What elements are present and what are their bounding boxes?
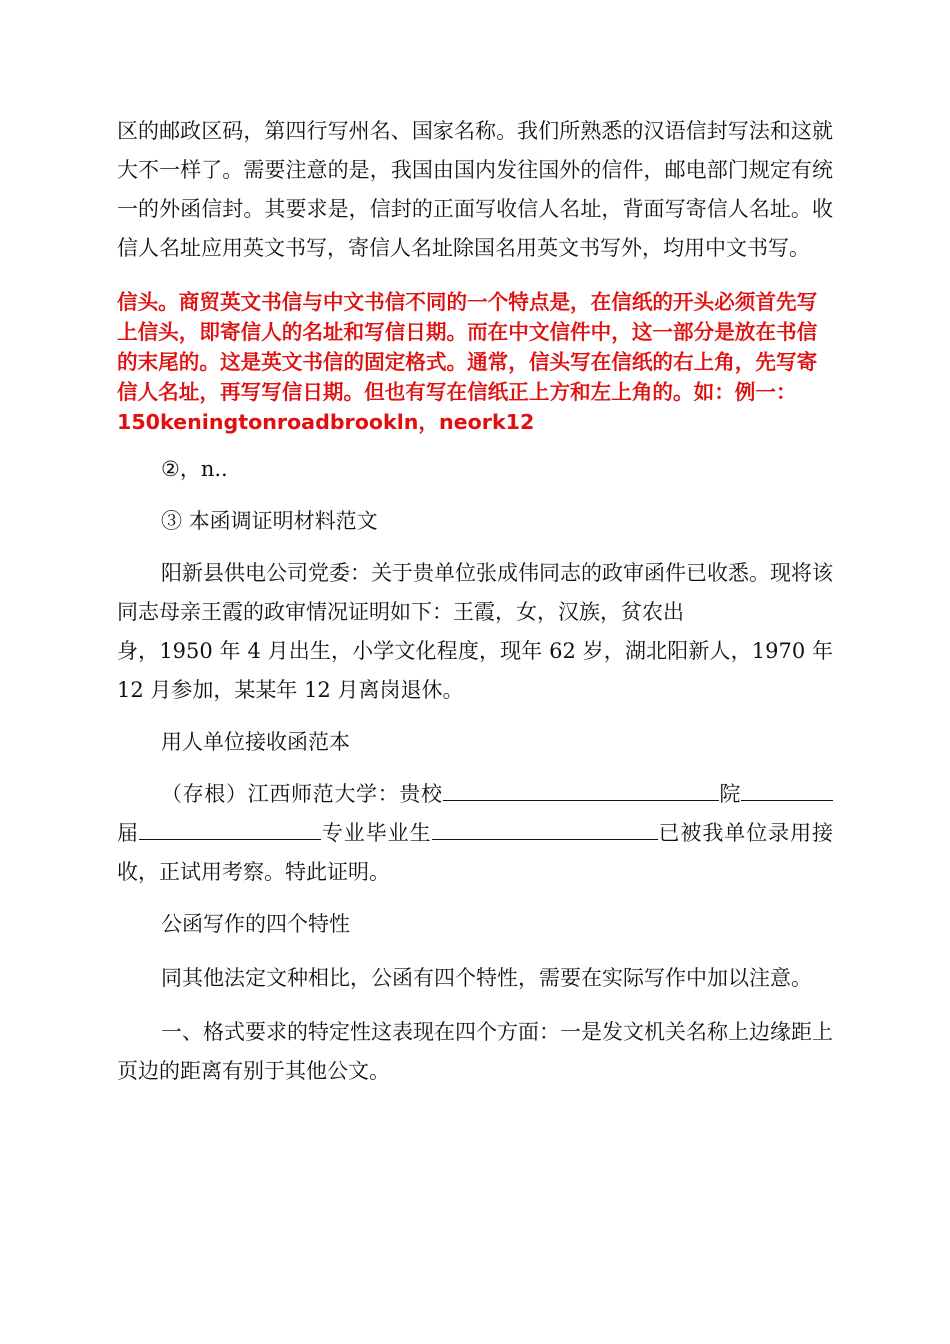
paragraph-acceptance-letter-body bbox=[117, 775, 833, 892]
acceptance-text-3: 届 bbox=[117, 821, 139, 845]
acceptance-text-4: 专业毕业生 bbox=[320, 821, 432, 845]
paragraph-political-review bbox=[117, 554, 833, 710]
paragraph-four-features-heading: 公函写作的四个特性 bbox=[161, 912, 350, 936]
paragraph-political-review-part2: 身，1950 年 4 月出生，小学文化程度，现年 62 岁，湖北阳新人，1970 年 12 月参加，某某年 12 月离岗退休。 bbox=[117, 639, 833, 702]
paragraph-item-2: ②，n.. bbox=[161, 457, 228, 481]
blank-year-line bbox=[741, 778, 833, 801]
paragraph-letterhead-highlight: 信头。商贸英文书信与中文书信不同的一个特点是，在信纸的开头必须首先写上信头，即寄信人的名址和写信日期。而在中文信件中，这一部分是放在书信的末尾的。这是英文书信的固定格式。通常，信头写在信纸的右上角，先写寄信人名址，再写写信日期。但也有写在信纸正上方和左上角的。如：例一：150keningtonroadbrookln，neork12 bbox=[117, 290, 818, 434]
paragraph-item-3-heading: ③ 本函调证明材料范文 bbox=[161, 509, 378, 533]
blank-major-line bbox=[139, 817, 321, 840]
acceptance-text-2: 院 bbox=[718, 782, 742, 806]
paragraph-acceptance-letter-heading: 用人单位接收函范本 bbox=[161, 730, 350, 754]
paragraph-format-specificity: 一、格式要求的特定性这表现在四个方面：一是发文机关名称上边缘距上页边的距离有别于其他公文。 bbox=[117, 1020, 833, 1083]
document-page bbox=[117, 112, 833, 1091]
blank-name-line bbox=[432, 817, 658, 840]
paragraph-envelope-format: 区的邮政区码，第四行写州名、国家名称。我们所熟悉的汉语信封写法和这就大不一样了。需要注意的是，我国由国内发往国外的信件，邮电部门规定有统一的外函信封。其要求是，信封的正面写收信人名址，背面写寄信人名址。收信人名址应用英文书写，寄信人名址除国名用英文书写外，均用中文书写。 bbox=[117, 119, 833, 260]
blank-college-line bbox=[443, 778, 719, 801]
acceptance-text-1: （存根）江西师范大学：贵校 bbox=[161, 782, 443, 806]
acceptance-text-5: 已被我单位录用接收，正试用考察。特此证明。 bbox=[117, 821, 834, 884]
paragraph-four-features-intro: 同其他法定文种相比，公函有四个特性，需要在实际写作中加以注意。 bbox=[161, 966, 812, 990]
paragraph-political-review-part1: 阳新县供电公司党委：关于贵单位张成伟同志的政审函件已收悉。现将该同志母亲王霞的政审情况证明如下：王霞，女，汉族，贫农出 bbox=[117, 561, 833, 624]
